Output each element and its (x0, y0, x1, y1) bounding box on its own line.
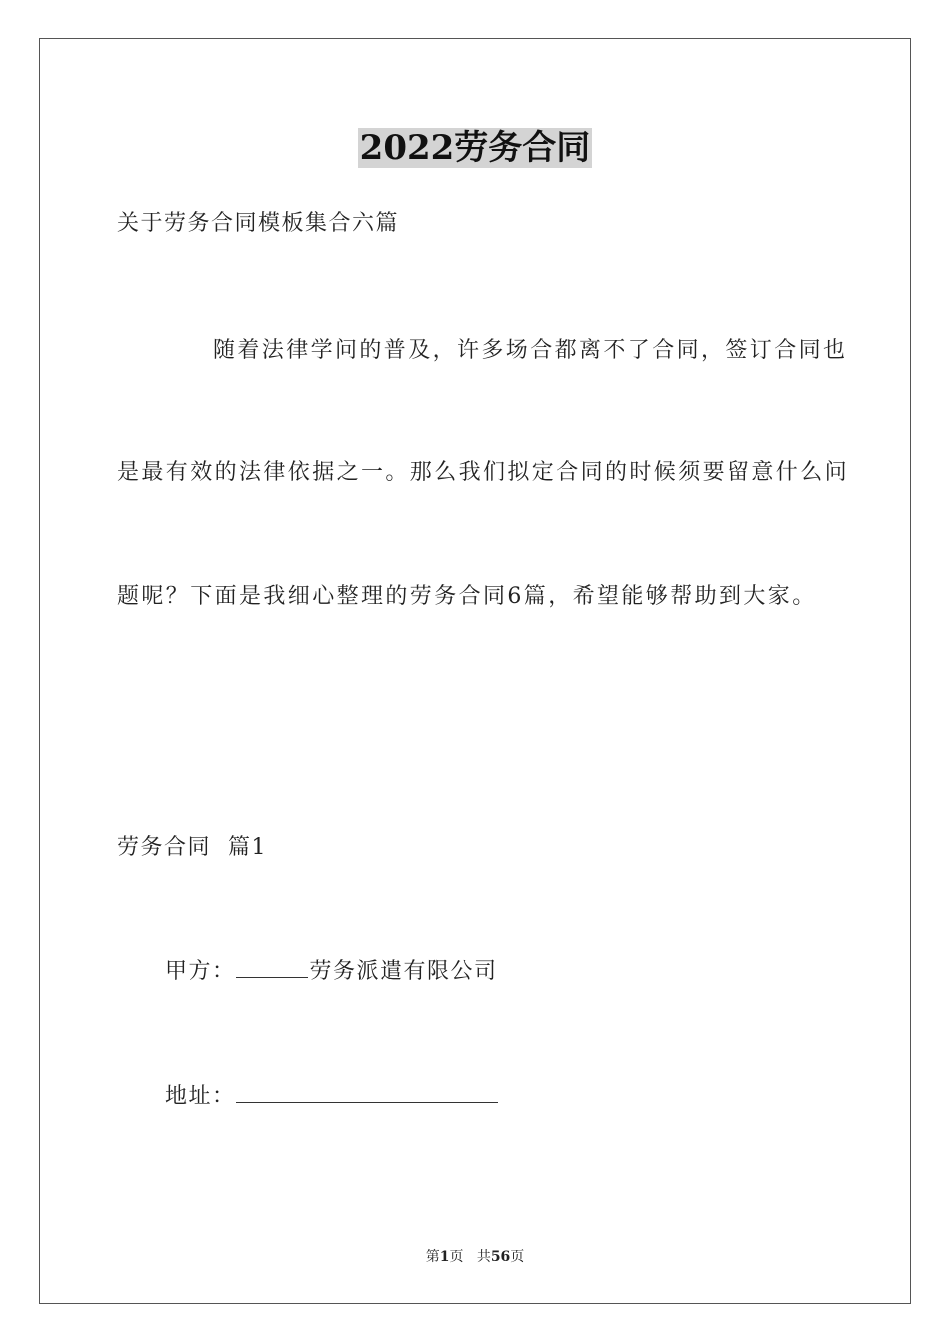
party-a-line (165, 957, 498, 987)
document-title-text: 2022劳务合同 (359, 128, 591, 168)
intro-paragraph-line-1: 随着法律学问的普及，许多场合都离不了合同，签订合同也 (213, 338, 848, 363)
address-label: 地址： (165, 1084, 236, 1109)
footer-total-prefix: 共 (476, 1249, 491, 1265)
footer-total-pages: 56 (490, 1249, 511, 1265)
party-a-value: 劳务派遣有限公司 (309, 959, 498, 984)
footer-total-suffix: 页 (510, 1249, 525, 1265)
footer-current-page: 1 (439, 1249, 450, 1265)
document-subtitle: 关于劳务合同模板集合六篇 (117, 211, 400, 236)
footer-prefix: 第 (425, 1249, 440, 1265)
section-heading: 劳务合同 篇1 (117, 835, 267, 860)
address-line (165, 1082, 498, 1112)
document-title (0, 126, 950, 170)
party-a-blank (236, 957, 308, 978)
intro-paragraph-line-2: 是最有效的法律依据之一。那么我们拟定合同的时候须要留意什么问 (117, 460, 850, 485)
footer-page-suffix: 页 (449, 1249, 464, 1265)
intro-paragraph-line-3: 题呢？下面是我细心整理的劳务合同6篇，希望能够帮助到大家。 (117, 584, 817, 609)
address-blank (236, 1082, 498, 1103)
party-a-label: 甲方： (165, 959, 236, 984)
page-footer (0, 1247, 950, 1267)
